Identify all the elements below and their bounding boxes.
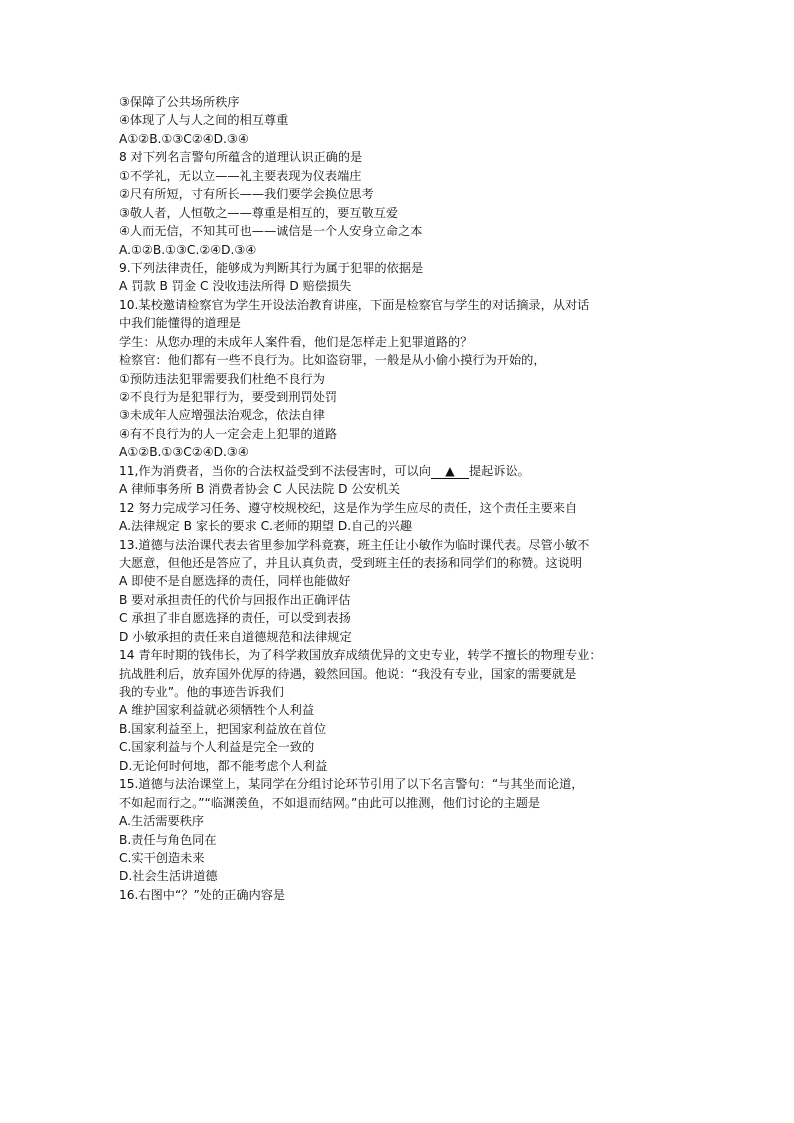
option-line: D.社会生活讲道德: [119, 869, 218, 884]
answer-options: A.法律规定 B 家长的要求 C.老师的期望 D.自己的兴趣: [119, 519, 413, 534]
question-11-prefix: 11,作为消费者，当你的合法权益受到不法侵害时，可以向: [119, 463, 431, 478]
text-line: ②尺有所短，寸有所长——我们要学会换位思考: [119, 187, 374, 202]
text-line: 检察官：他们都有一些不良行为。比如盗窃罪，一般是从小偷小摸行为开始的，: [119, 353, 546, 368]
option-line: C 承担了非自愿选择的责任，可以受到表扬: [119, 611, 351, 626]
text-line: ③保障了公共场所秩序: [119, 95, 240, 109]
question-14: 14 青年时期的钱伟长，为了科学救国放弃成绩优异的文史专业，转学不擅长的物理专业：: [119, 648, 602, 663]
answer-options: A 罚款 B 罚金 C 没收违法所得 D 赔偿损失: [119, 279, 352, 294]
text-line: ④有不良行为的人一定会走上犯罪的道路: [119, 426, 338, 441]
option-line: A 即使不是自愿选择的责任，同样也能做好: [119, 574, 351, 589]
text-line: 学生：从您办理的未成年人案件看，他们是怎样走上犯罪道路的？: [119, 334, 473, 349]
document-page: [119, 93, 679, 904]
option-line: B.国家利益至上，把国家利益放在首位: [119, 721, 327, 736]
question-11: [119, 462, 679, 480]
question-8: 8 对下列名言警句所蕴含的道理认识正确的是: [119, 150, 363, 165]
text-line: ①不学礼，无以立——礼主要表现为仪表端庄: [119, 168, 362, 183]
text-line: ③敬人者，人恒敬之——尊重是相互的，要互敬互爱: [119, 205, 399, 220]
question-9: 9.下列法律责任，能够成为判断其行为属于犯罪的依据是: [119, 260, 424, 275]
option-line: C.实干创造未来: [119, 850, 205, 865]
text-line: ③未成年人应增强法治观念，依法自律: [119, 408, 325, 423]
option-line: B.责任与角色同在: [119, 832, 217, 847]
option-line: A.生活需要秩序: [119, 814, 205, 829]
option-line: D.无论何时何地，都不能考虑个人利益: [119, 758, 328, 773]
answer-blank: ▲: [431, 464, 469, 479]
option-line: C.国家利益与个人利益是完全一致的: [119, 740, 315, 755]
option-line: A 维护国家利益就必须牺牲个人利益: [119, 703, 315, 718]
text-line: ②不良行为是犯罪行为，要受到刑罚处罚: [119, 390, 338, 404]
question-11-suffix: 提起诉讼。: [468, 463, 530, 478]
question-15: 15.道德与法治课堂上，某同学在分组讨论环节引用了以下名言警句：“与其坐而论道，: [119, 777, 584, 792]
text-line: 不如起而行之。”“临渊羡鱼，不如退而结网。”由此可以推测，他们讨论的主题是: [119, 795, 541, 810]
option-line: B 要对承担责任的代价与回报作出正确评估: [119, 592, 351, 607]
answer-options: A①②B.①③C②④D.③④: [119, 445, 249, 460]
text-line: 中我们能懂得的道理是: [119, 316, 241, 331]
answer-options: A.①②B.①③C.②④D.③④: [119, 242, 257, 257]
text-line: 抗战胜利后，放弃国外优厚的待遇，毅然回国。他说：“我没有专业，国家的需要就是: [119, 666, 577, 681]
text-line: ④人而无信，不知其可也——诚信是一个人安身立命之本: [119, 224, 423, 239]
question-12: 12 努力完成学习任务、遵守校规校纪，这是作为学生应尽的责任，这个责任主要来自: [119, 500, 578, 515]
question-13: 13.道德与法治课代表去省里参加学科竟赛，班主任让小敏作为临时课代表。尽管小敏不: [119, 537, 590, 552]
text-line: ④体现了人与人之间的相互尊重: [119, 113, 289, 128]
question-16: 16.右图中“？”处的正确内容是: [119, 887, 286, 902]
option-line: D 小敏承担的责任来自道德规范和法律规定: [119, 629, 352, 644]
answer-options: A 律师事务所 B 消费者协会 C 人民法院 D 公安机关: [119, 482, 401, 497]
answer-options: A①②B.①③C②④D.③④: [119, 131, 249, 146]
text-line: 大愿意，但他还是答应了，并且认真负责，受到班主任的表扬和同学们的称赞。这说明: [119, 555, 583, 570]
question-10: 10.某校邀请检察官为学生开设法治教育讲座，下面是检察官与学生的对话摘录，从对话: [119, 297, 590, 312]
text-line: ①预防违法犯罪需要我们杜绝不良行为: [119, 371, 325, 386]
text-line: 我的专业”。他的事迹告诉我们: [119, 685, 284, 699]
